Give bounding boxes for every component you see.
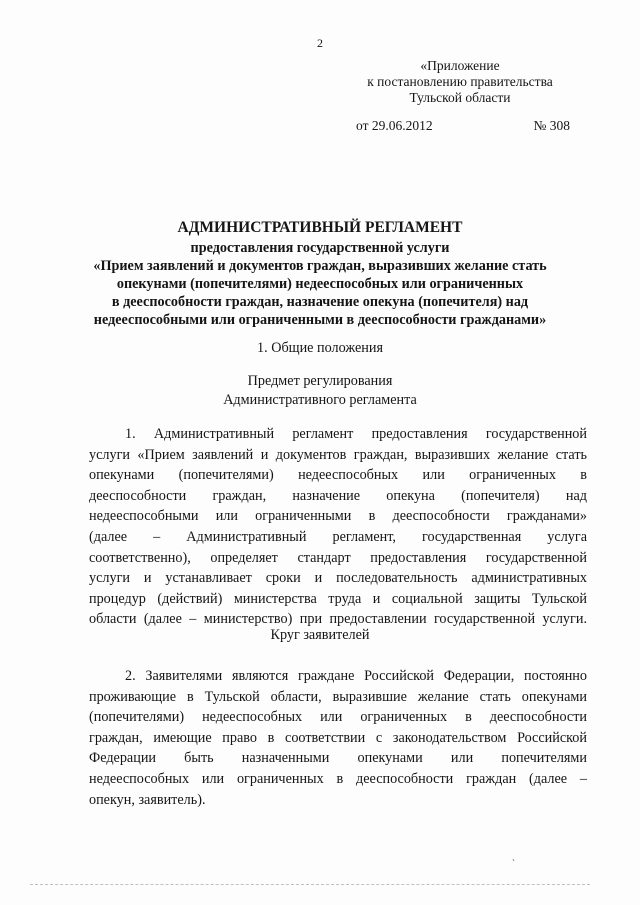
subheading-applicants: Круг заявителей (270, 627, 370, 643)
paragraph-line: Федерации быть назначенными опекунами или попечителями (89, 750, 587, 767)
subheading (0, 372, 640, 410)
title-line: в дееспособности граждан, назначение опекуна (попечителя) над (111, 294, 529, 310)
appendix-line: к постановлению правительства (367, 74, 553, 89)
title-line: «Прием заявлений и документов граждан, выразивших желание стать (93, 258, 547, 274)
paragraph-line: области (далее – министерство) при предоставлении государственной услуги. (89, 611, 587, 628)
paragraph-line: соответственно), определяет стандарт предоставления государственной (89, 549, 587, 566)
document-title: АДМИНИСТРАТИВНЫЙ РЕГЛАМЕНТ (177, 219, 463, 236)
paragraph-line: 1. Административный регламент предоставления государственной (125, 426, 587, 442)
paragraph-line: недееспособных или ограниченных в дееспособности граждан (далее – (89, 770, 587, 787)
paragraph-line: граждан, имеющие право в соответствии с законодательством Российской (89, 729, 587, 746)
appendix-block (330, 58, 590, 106)
paragraph-line: (попечителями) недееспособных или ограниченных в дееспособности (89, 709, 587, 726)
paragraph-line: (далее – Административный регламент, государственная услуга (89, 528, 587, 545)
paragraph-line: процедур (действий) министерства труда и социальной защиты Тульской (89, 590, 587, 607)
title-line: предоставления государственной услуги (190, 240, 450, 256)
regulation-title (60, 219, 580, 329)
section-heading: 1. Общие положения (257, 340, 383, 356)
paragraph-1 (89, 424, 587, 630)
appendix-line: Тульской области (409, 90, 511, 105)
paragraph-line: проживающие в Тульской области, выразившие желание стать опекунами (89, 688, 587, 705)
paragraph-line: 2. Заявителями являются граждане Российской Федерации, постоянно (125, 668, 587, 684)
paragraph-2 (89, 666, 587, 810)
appendix-line: «Приложение (420, 58, 500, 73)
subheading-line: Административного регламента (223, 392, 417, 408)
footer-mark: ˎ (512, 851, 515, 861)
scan-edge-divider (30, 884, 590, 886)
paragraph-line: дееспособности граждан, назначение опекуна (попечителя) над (89, 487, 587, 504)
paragraph-line: опекун, заявитель). (89, 791, 206, 808)
resolution-date: от 29.06.2012 (356, 118, 433, 133)
paragraph-line: опекунами (попечителями) недееспособных или ограниченных в (89, 467, 587, 484)
title-line: недееспособными или ограниченными в дееспособности гражданами» (93, 312, 547, 328)
subheading-line: Предмет регулирования (247, 373, 393, 389)
paragraph-line: услуги и устанавливает сроки и последовательность административных (89, 570, 587, 587)
page-number: 2 (317, 36, 323, 50)
title-line: опекунами (попечителями) недееспособных или ограниченных (116, 276, 524, 292)
paragraph-line: услуги «Прием заявлений и документов граждан, выразивших желание стать (89, 446, 587, 463)
paragraph-line: недееспособными или ограниченными в дееспособности гражданами» (89, 508, 587, 525)
resolution-number: № 308 (533, 118, 570, 133)
